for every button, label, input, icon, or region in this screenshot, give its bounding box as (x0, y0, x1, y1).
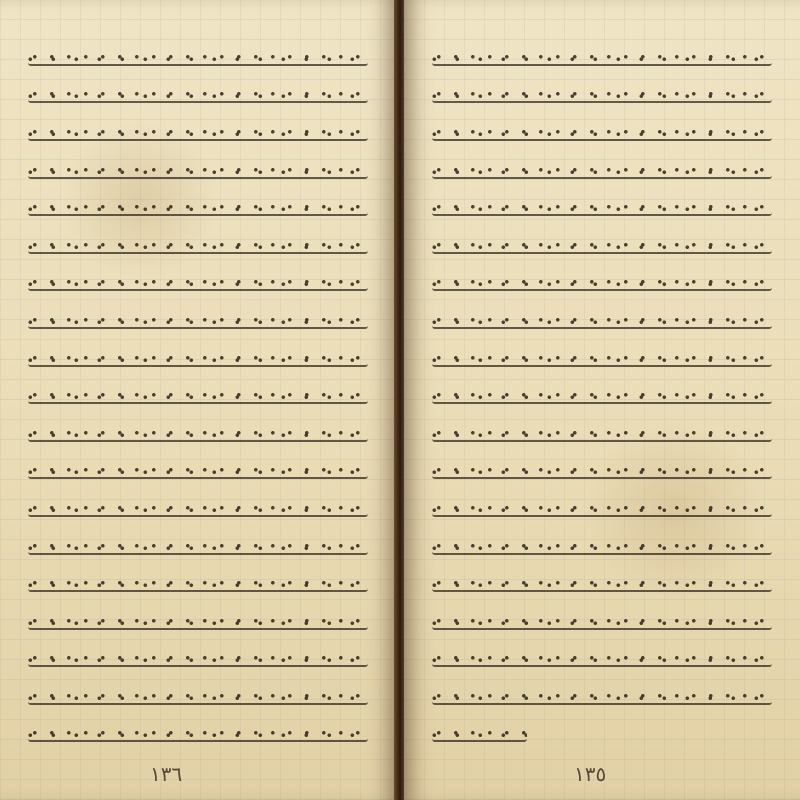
manuscript-line (432, 40, 772, 78)
manuscript-line (28, 529, 368, 567)
manuscript-line (28, 40, 368, 78)
handwritten-script (432, 428, 772, 442)
manuscript-line (432, 378, 772, 416)
handwritten-script (432, 315, 772, 329)
handwritten-script (28, 691, 368, 705)
manuscript-line (28, 78, 368, 116)
manuscript-line (432, 78, 772, 116)
right-text-block (432, 40, 772, 754)
manuscript-line (432, 642, 772, 680)
manuscript-line (432, 454, 772, 492)
manuscript-line (432, 604, 772, 642)
manuscript-line (28, 153, 368, 191)
handwritten-script (432, 653, 772, 667)
handwritten-script (28, 616, 368, 630)
handwritten-script (432, 240, 772, 254)
manuscript-line (28, 491, 368, 529)
manuscript-line (432, 491, 772, 529)
handwritten-script (432, 541, 772, 555)
manuscript-line (432, 566, 772, 604)
handwritten-script (28, 503, 368, 517)
handwritten-script (28, 465, 368, 479)
handwritten-script (28, 390, 368, 404)
handwritten-script (28, 277, 368, 291)
left-page-number: ١٣٦ (150, 762, 183, 786)
manuscript-line (432, 115, 772, 153)
right-page (404, 0, 800, 800)
left-page (0, 0, 396, 800)
handwritten-script (432, 728, 527, 742)
handwritten-script (28, 202, 368, 216)
handwritten-script (28, 541, 368, 555)
handwritten-script (432, 89, 772, 103)
handwritten-script (432, 616, 772, 630)
manuscript-line (28, 115, 368, 153)
manuscript-line (28, 642, 368, 680)
left-text-block (28, 40, 368, 754)
handwritten-script (28, 653, 368, 667)
handwritten-script (432, 390, 772, 404)
manuscript-line (28, 266, 368, 304)
manuscript-line (28, 190, 368, 228)
handwritten-script (28, 353, 368, 367)
manuscript-line (432, 266, 772, 304)
handwritten-script (432, 165, 772, 179)
manuscript-line (432, 303, 772, 341)
manuscript-line (28, 717, 368, 755)
handwritten-script (432, 202, 772, 216)
handwritten-script (28, 728, 368, 742)
handwritten-script (432, 578, 772, 592)
handwritten-script (432, 353, 772, 367)
handwritten-script (432, 52, 772, 66)
right-page-number: ١٣٥ (574, 762, 607, 786)
handwritten-script (432, 503, 772, 517)
handwritten-script (28, 127, 368, 141)
handwritten-script (28, 165, 368, 179)
handwritten-script (28, 578, 368, 592)
manuscript-line (28, 679, 368, 717)
manuscript-line (28, 416, 368, 454)
manuscript-line (432, 717, 772, 755)
manuscript-line (432, 416, 772, 454)
manuscript-line (28, 604, 368, 642)
manuscript-line (28, 341, 368, 379)
manuscript-line (432, 153, 772, 191)
handwritten-script (28, 52, 368, 66)
manuscript-line (28, 566, 368, 604)
manuscript-line (28, 378, 368, 416)
manuscript-line (432, 228, 772, 266)
handwritten-script (28, 89, 368, 103)
manuscript-line (28, 228, 368, 266)
manuscript-line (432, 190, 772, 228)
handwritten-script (28, 428, 368, 442)
manuscript-line (28, 454, 368, 492)
handwritten-script (432, 127, 772, 141)
manuscript-line (432, 341, 772, 379)
manuscript-line (432, 529, 772, 567)
handwritten-script (432, 277, 772, 291)
handwritten-script (28, 240, 368, 254)
handwritten-script (432, 691, 772, 705)
handwritten-script (28, 315, 368, 329)
handwritten-script (432, 465, 772, 479)
manuscript-line (432, 679, 772, 717)
manuscript-line (28, 303, 368, 341)
